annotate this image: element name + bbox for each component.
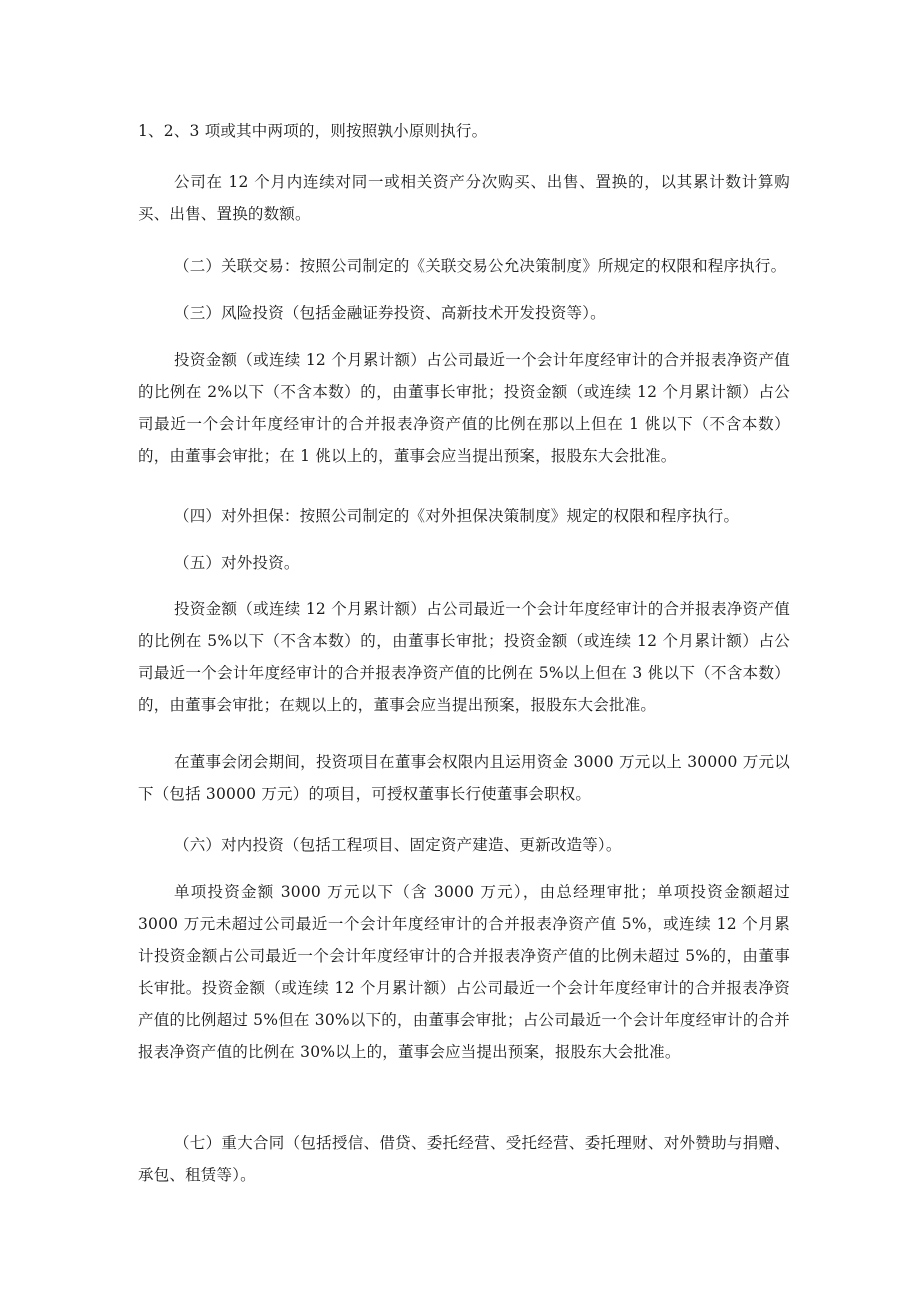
- paragraph-1: 1、2、3 项或其中两项的，则按照孰小原则执行。: [138, 122, 488, 140]
- paragraph-internal-investment-heading: （六）对内投资（包括工程项目、固定资产建造、更新改造等）。: [174, 836, 622, 854]
- paragraph-risk-investment-body: 投资金额（或连续 12 个月累计额）占公司最近一个会计年度经审计的合并报表净资产值的比例在 2%以下（不含本数）的，由董事长审批；投资金额（或连续 12 个月累计额）占公司最近一个会计年度经审计的合并报表净资产值的比例在那以上但在 1 佻以下（不含本数）的，由董事会审批；在 1 佻以上的，董事会应当提出预案，报股东大会批准。: [138, 351, 790, 465]
- paragraph-board-recess: 在董事会闭会期间，投资项目在董事会权限内且运用资金 3000 万元以上 30000 万元以下（包括 30000 万元）的项目，可授权董事长行使董事会职权。: [138, 753, 790, 803]
- paragraph-2: 公司在 12 个月内连续对同一或相关资产分次购买、出售、置换的，以其累计数计算购买、出售、置换的数额。: [138, 173, 790, 223]
- paragraph-major-contracts: （七）重大合同（包括授信、借贷、委托经营、受托经营、委托理财、对外赞助与捐赠、承包、租赁等）。: [138, 1134, 790, 1184]
- paragraph-risk-investment-heading: （三）风险投资（包括金融证券投资、高新技术开发投资等）。: [174, 304, 606, 322]
- paragraph-related-transactions: （二）关联交易：按照公司制定的《关联交易公允决策制度》所规定的权限和程序执行。: [174, 257, 787, 275]
- paragraph-internal-investment-body: 单项投资金额 3000 万元以下（含 3000 万元），由总经理审批；单项投资金额超过 3000 万元未超过公司最近一个会计年度经审计的合并报表净资产值 5%，或连续 12 个月累计投资金额占公司最近一个会计年度经审计的合并报表净资产值的比例未超过 5%的，由董事长审批。投资金额（或连续 12 个月累计额）占公司最近一个会计年度经审计的合并报表净资产值的比例超过 5%但在 30%以下的，由董事会审批；占公司最近一个会计年度经审计的合并报表净资产值的比例在 30%以上的，董事会应当提出预案，报股东大会批准。: [138, 883, 790, 1061]
- paragraph-external-investment-heading: （五）对外投资。: [174, 554, 300, 572]
- paragraph-external-guarantee: （四）对外担保：按照公司制定的《对外担保决策制度》规定的权限和程序执行。: [174, 507, 740, 525]
- paragraph-external-investment-body: 投资金额（或连续 12 个月累计额）占公司最近一个会计年度经审计的合并报表净资产值的比例在 5%以下（不含本数）的，由董事长审批；投资金额（或连续 12 个月累计额）占公司最近一个会计年度经审计的合并报表净资产值的比例在 5%以上但在 3 佻以下（不含本数）的，由董事会审批；在觌以上的，董事会应当提出预案，报股东大会批准。: [138, 600, 790, 714]
